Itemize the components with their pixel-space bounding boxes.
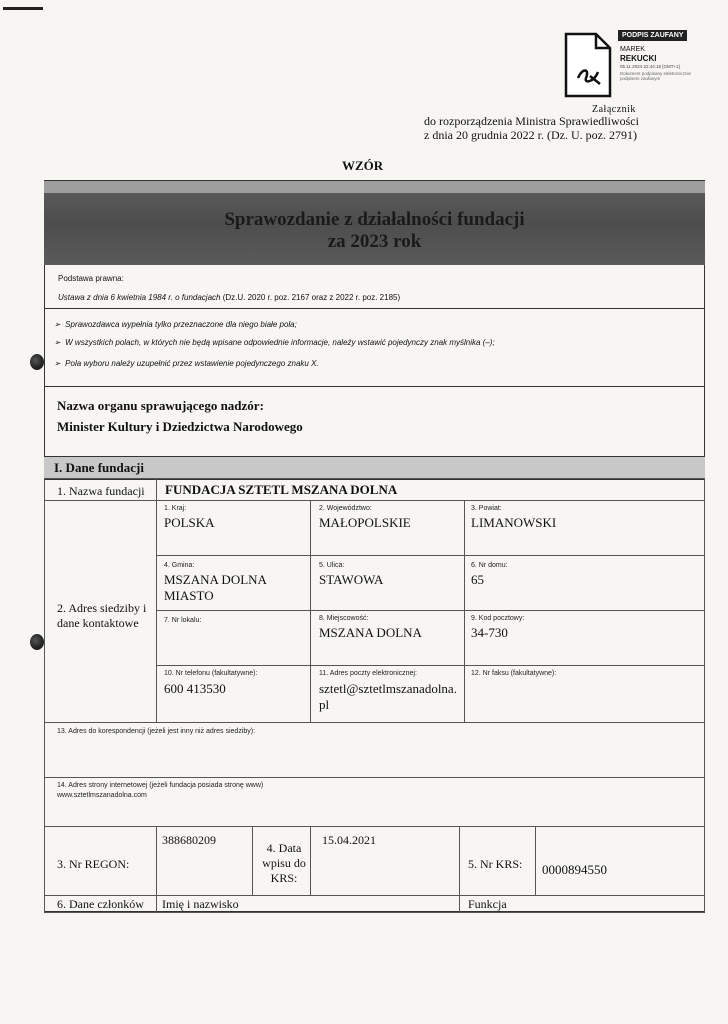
signer-last-name: REKUCKI: [620, 54, 657, 63]
signature-desc-2: podpisem zaufanym: [620, 76, 661, 81]
report-title-line1: Sprawozdanie z działalności fundacji: [224, 209, 525, 230]
instruction-3: ➢ Pola wyboru należy uzupełnić przez wstawienie pojedynczego znaku X.: [54, 359, 319, 368]
website-field[interactable]: [44, 777, 705, 827]
postal-code-label: 9. Kod pocztowy:: [471, 615, 525, 622]
template-heading: WZÓR: [342, 158, 384, 173]
annex-label: Załącznik: [592, 104, 636, 115]
foundation-name-label-cell: [44, 478, 157, 501]
county-field[interactable]: [464, 500, 705, 556]
website-value: www.sztetlmszanadolna.com: [57, 792, 147, 799]
correspondence-address-label: 13. Adres do korespondencji (jeżeli jest inny niż adres siedziby):: [57, 728, 256, 735]
city-label: 8. Miejscowość:: [319, 615, 369, 622]
signed-document-icon: [564, 32, 612, 98]
krs-date-label: 4. Data wpisu do KRS:: [262, 841, 306, 885]
krs-date-label-cell: [252, 826, 311, 896]
apartment-label: 7. Nr lokalu:: [164, 617, 202, 624]
fax-label: 12. Nr faksu (fakultatywne):: [471, 670, 557, 677]
foundation-name-label: 1. Nazwa fundacji: [57, 484, 145, 498]
legal-act-name: Ustawa z dnia 6 kwietnia 1984 r. o fundacjach: [58, 293, 221, 302]
street-value: STAWOWA: [319, 572, 384, 587]
house-number-field[interactable]: [464, 555, 705, 611]
regon-value: 388680209: [162, 833, 216, 847]
apartment-field[interactable]: [156, 610, 311, 666]
krs-value: 0000894550: [542, 862, 607, 877]
punch-hole-bottom: [30, 634, 44, 650]
legal-act-reference: (Dz.U. 2020 r. poz. 2167 oraz z 2022 r. poz. 2185): [220, 293, 401, 302]
members-name-column: Imię i nazwisko: [162, 897, 239, 911]
city-field[interactable]: [310, 610, 465, 666]
supervisor-value: Minister Kultury i Dziedzictwa Narodowego: [57, 419, 303, 434]
commune-label: 4. Gmina:: [164, 562, 195, 569]
section-foundation-data: [44, 456, 705, 480]
email-field[interactable]: [310, 665, 465, 723]
street-field[interactable]: [310, 555, 465, 611]
members-name-header: [156, 895, 460, 913]
country-label: 1. Kraj:: [164, 505, 187, 512]
signature-date: 05.11.2024 22:44:18 [GMT+1]: [620, 64, 680, 69]
instruction-2: ➢ W wszystkich polach, w których nie będą wpisane odpowiednie informacje, należy wstawić pojedynczy znak myślnika (–);: [54, 338, 495, 347]
signer-first-name: MAREK: [620, 46, 645, 53]
fax-field[interactable]: [464, 665, 705, 723]
country-value: POLSKA: [164, 515, 215, 530]
regon-field[interactable]: [156, 826, 253, 896]
krs-date-value: 15.04.2021: [322, 833, 376, 847]
correspondence-address-field[interactable]: [44, 722, 705, 778]
legal-basis-text: [58, 293, 400, 302]
house-number-value: 65: [471, 572, 484, 587]
supervisor-label: Nazwa organu sprawującego nadzór:: [57, 398, 264, 413]
trusted-signature-badge: PODPIS ZAUFANY: [618, 30, 687, 41]
county-value: LIMANOWSKI: [471, 515, 557, 530]
legal-basis-label: Podstawa prawna:: [58, 274, 124, 283]
annex-date: z dnia 20 grudnia 2022 r. (Dz. U. poz. 2791): [424, 128, 637, 142]
members-role-header: [459, 895, 705, 913]
email-value: sztetl@sztetlmszanadolna.pl: [319, 681, 457, 712]
members-label: 6. Dane członków: [57, 897, 144, 911]
members-role-column: Funkcja: [468, 897, 507, 911]
section-title: I. Dane fundacji: [54, 460, 144, 475]
phone-label: 10. Nr telefonu (fakultatywne):: [164, 670, 258, 677]
province-label: 2. Województwo:: [319, 505, 372, 512]
report-title-line2: za 2023 rok: [327, 231, 422, 252]
street-label: 5. Ulica:: [319, 562, 345, 569]
regon-label-cell: [44, 826, 157, 896]
email-label: 11. Adres poczty elektronicznej:: [319, 670, 417, 677]
trusted-signature-panel: [618, 30, 728, 100]
instruction-1: ➢ Sprawozdawca wypełnia tylko przeznaczone dla niego białe pola;: [54, 320, 297, 329]
phone-field[interactable]: [156, 665, 311, 723]
krs-label: 5. Nr KRS:: [468, 857, 523, 871]
address-label-cell: [44, 500, 157, 723]
province-value: MAŁOPOLSKIE: [319, 515, 411, 530]
commune-field[interactable]: [156, 555, 311, 611]
krs-field[interactable]: [535, 826, 705, 896]
krs-label-cell: [459, 826, 536, 896]
province-field[interactable]: [310, 500, 465, 556]
country-field[interactable]: [156, 500, 311, 556]
city-value: MSZANA DOLNA: [319, 625, 422, 640]
members-label-cell: [44, 895, 157, 913]
foundation-name-field[interactable]: [156, 478, 705, 501]
postal-code-value: 34-730: [471, 625, 508, 640]
address-label: 2. Adres siedziby i dane kontaktowe: [57, 601, 147, 630]
krs-date-field[interactable]: [310, 826, 460, 896]
county-label: 3. Powiat:: [471, 505, 502, 512]
scan-edge-mark: [3, 7, 43, 10]
punch-hole-top: [30, 354, 44, 370]
house-number-label: 6. Nr domu:: [471, 562, 508, 569]
annex-regulation: do rozporządzenia Ministra Sprawiedliwości: [424, 114, 639, 128]
commune-value: MSZANA DOLNA MIASTO: [164, 572, 267, 603]
foundation-name-value: FUNDACJA SZTETL MSZANA DOLNA: [165, 482, 398, 497]
phone-value: 600 413530: [164, 681, 226, 696]
website-label: 14. Adres strony internetowej (jeżeli fundacja posiada stronę www): [57, 782, 264, 789]
report-title-band: [44, 181, 705, 265]
signature-desc-1: Dokument podpisany elektronicznie: [620, 71, 692, 76]
regon-label: 3. Nr REGON:: [57, 857, 130, 871]
postal-code-field[interactable]: [464, 610, 705, 666]
